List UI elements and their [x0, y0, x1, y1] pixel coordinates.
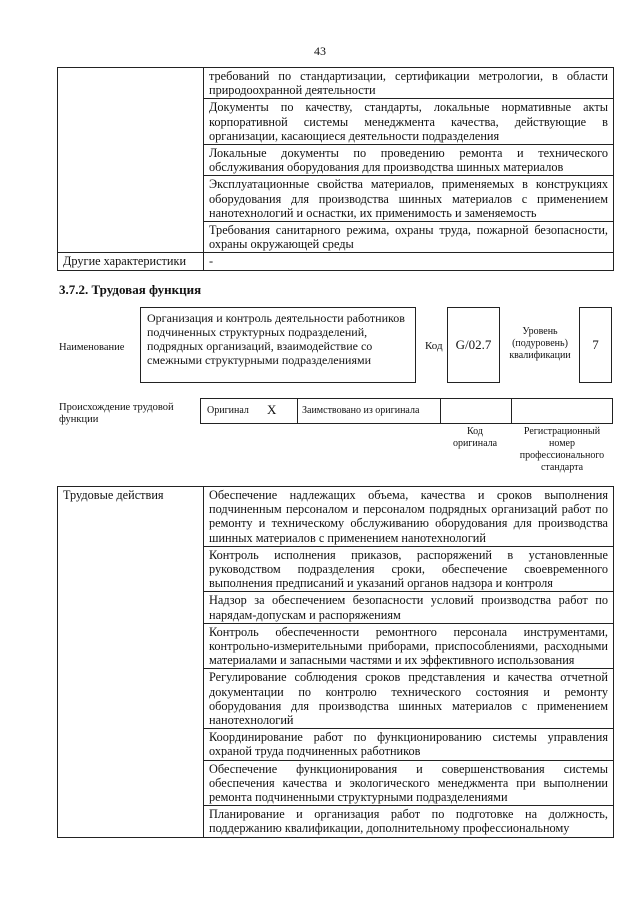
table-cell: Надзор за обеспечением безопасности условий производства работ по нарядам-допускам и распоряжениям	[204, 592, 614, 623]
borrowed-label: Заимствовано из оригинала	[302, 405, 420, 416]
table-row	[58, 487, 614, 547]
borrowed-cell	[298, 399, 441, 423]
table-cell: Обеспечение надлежащих объема, качества и сроков выполнения подчиненным персоналом и персоналом подрядных организаций работ по ремонту и техническому обслуживанию оборудования для производства шинных материалов с применением нанотехнологий	[204, 487, 614, 547]
function-name: Организация и контроль деятельности работников подчиненных структурных подразделений, подрядных организаций, взаимодействие со смежными структурными подразделениями	[147, 311, 405, 367]
knowledge-table	[57, 67, 614, 271]
table-cell: требований по стандартизации, сертификации метрологии, в области природоохранной деятельности	[204, 68, 614, 99]
table-cell: Планирование и организация работ по подготовке на должность, поддержанию квалификации, дополнительному профессиональному	[204, 806, 614, 837]
origin-row	[200, 398, 613, 424]
table-cell: Эксплуатационные свойства материалов, применяемых в конструкциях оборудования для производства шинных материалов с применением нанотехнологий и оснастки, их применимость и заменяемость	[204, 176, 614, 222]
origin-label: Происхождение трудовой функции	[59, 402, 174, 425]
code-box	[447, 307, 500, 383]
table-cell: Документы по качеству, стандарты, локальные нормативные акты корпоративной системы менеджмента качества, действующие в организации, касающиеся деятельности подразделения	[204, 99, 614, 145]
level-value: 7	[592, 337, 599, 352]
table-cell: Обеспечение функционирования и совершенствования системы обеспечения качества и экологического менеджмента при выполнении ремонта подчиненными структурными подразделениями	[204, 760, 614, 806]
table-cell: Контроль обеспеченности ремонтного персонала инструментами, контрольно-измерительными приборами, приспособлениями, расходными материалами и запасными частями и их эффективного использования	[204, 623, 614, 669]
table-cell: Локальные документы по проведению ремонта и технического обслуживания оборудования для производства шинных материалов	[204, 145, 614, 176]
original-cell	[201, 399, 298, 423]
table-cell: Контроль исполнения приказов, распоряжений в установленные руководством подразделения сроки, обеспечение своевременного выполнения предписаний и указаний органов надзора и контроля	[204, 546, 614, 592]
labor-actions-table	[57, 486, 614, 838]
other-characteristics-label: Другие характеристики	[58, 253, 204, 270]
code-original-caption: Код оригинала	[452, 426, 498, 449]
table-cell: Координирование работ по функционированию системы управления охраной труда подчиненных работников	[204, 729, 614, 760]
level-box	[579, 307, 612, 383]
table-cell: Требования санитарного режима, охраны труда, пожарной безопасности, охраны окружающей среды	[204, 222, 614, 253]
reg-number-caption: Регистрационный номер профессионального стандарта	[519, 426, 605, 473]
code-original-cell	[441, 399, 512, 423]
function-name-box	[140, 307, 416, 383]
original-label: Оригинал	[207, 405, 249, 416]
other-characteristics-value: -	[204, 253, 614, 270]
section-title: 3.7.2. Трудовая функция	[59, 282, 202, 297]
page-number: 43	[314, 44, 326, 58]
name-label: Наименование	[59, 342, 125, 353]
table-row	[58, 68, 614, 99]
original-mark: X	[267, 402, 277, 417]
level-label: Уровень (подуровень) квалификации	[509, 326, 571, 361]
table-row	[58, 253, 614, 270]
code-value: G/02.7	[455, 337, 492, 352]
code-label: Код	[425, 340, 443, 352]
table-cell: Регулирование соблюдения сроков представления и качества отчетной документации по контролю технического состояния и ремонту оборудования для производства шинных материалов с применением нанотехнологий	[204, 669, 614, 729]
labor-actions-label: Трудовые действия	[58, 487, 204, 838]
